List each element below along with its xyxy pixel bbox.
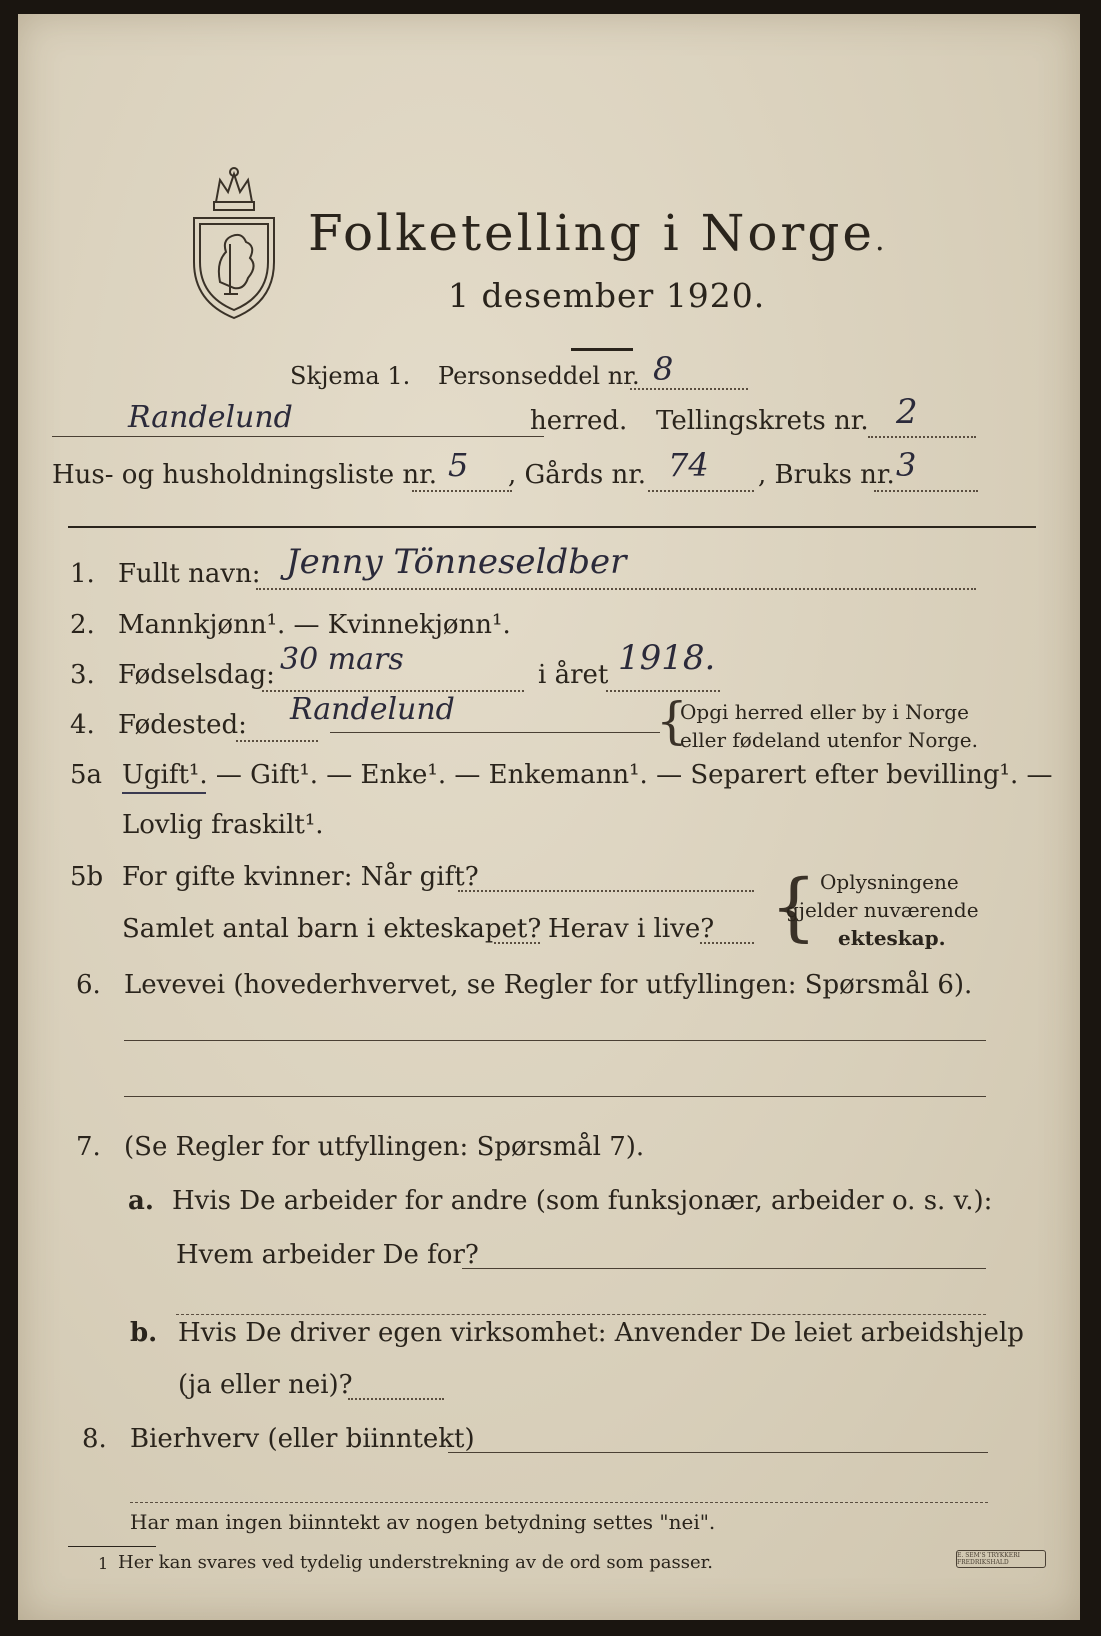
q5a-marital-options[interactable]: Ugift¹. — Gift¹. — Enke¹. — Enkemann¹. — Separert efter bevilling¹. — <box>122 760 1053 790</box>
q1-full-name-value[interactable]: Jenny Tönneseldber <box>286 542 627 582</box>
personseddel-line <box>630 388 748 390</box>
q6-number: 6. <box>76 970 101 1000</box>
q8-note: Har man ingen biinntekt av nogen betydning settes "nei". <box>130 1510 716 1534</box>
q6-answer-line-2[interactable] <box>124 1096 986 1097</box>
q5b-alive-label: Herav i live? <box>548 914 715 944</box>
q7a-letter: a. <box>128 1186 154 1216</box>
q2-gender-options[interactable]: Mannkjønn¹. — Kvinnekjønn¹. <box>118 610 511 640</box>
norwegian-coat-of-arms-icon <box>186 162 282 322</box>
q5b-note-2: gjelder nuværende <box>786 898 979 922</box>
footnote-divider <box>68 1546 156 1547</box>
q1-line <box>256 588 976 590</box>
bruks-line <box>874 490 978 492</box>
q2-number: 2. <box>70 610 95 640</box>
personseddel-value[interactable]: 8 <box>653 350 674 388</box>
q5b-line1: For gifte kvinner: Når gift? <box>122 862 479 892</box>
q5b-note-3: ekteskap. <box>838 926 946 950</box>
q1-label: Fullt navn: <box>118 559 261 589</box>
form-title: Folketelling i Norge. <box>308 204 888 262</box>
skjema-label: Skjema 1. <box>290 362 411 390</box>
q7b-answer-line[interactable] <box>348 1398 444 1400</box>
q7b-line2: (ja eller nei)? <box>178 1370 353 1400</box>
q7a-answer-line[interactable] <box>462 1268 986 1269</box>
q5b-number: 5b <box>70 862 104 892</box>
q3-year-value[interactable]: 1918. <box>618 638 716 678</box>
q8-answer-line-2[interactable] <box>130 1502 988 1503</box>
personseddel-label: Personseddel nr. <box>438 362 640 390</box>
printer-stamp: E. SEM'S TRYKKERI FREDRIKSHALD <box>956 1550 1046 1568</box>
herred-line <box>52 436 544 437</box>
q1-number: 1. <box>70 559 95 589</box>
gards-line <box>648 490 754 492</box>
q7b-letter: b. <box>130 1318 158 1348</box>
census-form-sheet <box>18 14 1080 1620</box>
q5b-alive-line <box>700 942 754 944</box>
form-date: 1 desember 1920. <box>448 276 766 315</box>
q5b-children-label: Samlet antal barn i ekteskapet? <box>122 914 542 944</box>
herred-value[interactable]: Randelund <box>128 400 293 435</box>
q3-year-label: i året <box>538 660 609 690</box>
q7a-line1: Hvis De arbeider for andre (som funksjonær, arbeider o. s. v.): <box>172 1186 993 1216</box>
q7-number: 7. <box>76 1132 101 1162</box>
q4-label: Fødested: <box>118 710 247 740</box>
tellingskrets-label: Tellingskrets nr. <box>656 406 869 436</box>
bruks-label: , Bruks nr. <box>758 460 895 490</box>
q4-birthplace-value[interactable]: Randelund <box>290 692 455 727</box>
gards-label: , Gårds nr. <box>508 460 647 490</box>
husliste-label: Hus- og husholdningsliste nr. <box>52 460 438 490</box>
q8-answer-line[interactable] <box>448 1452 988 1453</box>
header-divider <box>68 526 1036 528</box>
tellingskrets-line <box>868 436 976 438</box>
q5b-brace: { <box>770 864 818 950</box>
q3-label: Fødselsdag: <box>118 660 275 690</box>
footnote-text: Her kan svares ved tydelig understrekning av de ord som passer. <box>118 1552 713 1573</box>
q7b-line1: Hvis De driver egen virksomhet: Anvender De leiet arbeidshjelp <box>178 1318 1024 1348</box>
q4-note-1: Opgi herred eller by i Norge <box>680 700 969 724</box>
herred-label: herred. <box>530 406 628 436</box>
q6-label: Levevei (hovederhvervet, se Regler for utfyllingen: Spørsmål 6). <box>124 970 973 1000</box>
q4-number: 4. <box>70 710 95 740</box>
q5a-number: 5a <box>70 760 103 790</box>
q7a-answer-line-2[interactable] <box>176 1314 986 1315</box>
husliste-line <box>412 490 512 492</box>
husliste-value[interactable]: 5 <box>448 446 469 484</box>
footnote-mark: 1 <box>98 1554 109 1573</box>
q3-number: 3. <box>70 660 95 690</box>
q5a-line2[interactable]: Lovlig fraskilt¹. <box>122 810 324 840</box>
q3-birthdate-value[interactable]: 30 mars <box>280 642 404 677</box>
q5b-note-1: Oplysningene <box>820 870 959 894</box>
q4-line-b <box>330 732 660 733</box>
q6-answer-line-1[interactable] <box>124 1040 986 1041</box>
q7-label: (Se Regler for utfyllingen: Spørsmål 7). <box>124 1132 645 1162</box>
q4-note-2: eller fødeland utenfor Norge. <box>680 728 978 752</box>
title-divider <box>571 348 633 351</box>
q5b-children-line <box>494 942 540 944</box>
q5b-married-line <box>458 890 754 892</box>
q8-label: Bierhverv (eller biinntekt) <box>130 1424 475 1454</box>
tellingskrets-value[interactable]: 2 <box>896 392 918 432</box>
q7a-line2: Hvem arbeider De for? <box>176 1240 479 1270</box>
q8-number: 8. <box>82 1424 107 1454</box>
q4-line-a <box>236 740 318 742</box>
gards-value[interactable]: 74 <box>668 446 709 484</box>
q4-brace: { <box>656 692 688 750</box>
q5a-ugift-underline <box>122 792 206 794</box>
bruks-value[interactable]: 3 <box>896 446 917 484</box>
